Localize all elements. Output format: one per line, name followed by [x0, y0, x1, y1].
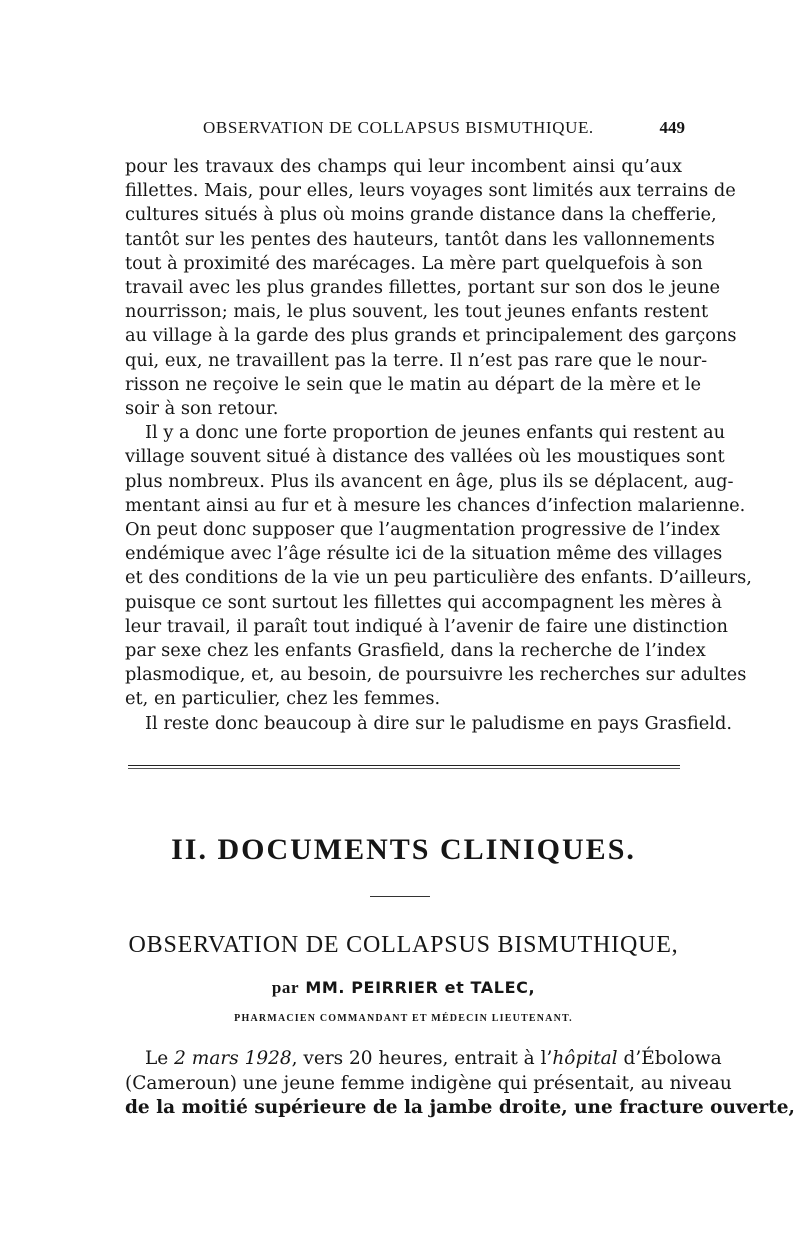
body-text — [125, 155, 752, 736]
section-title: II. DOCUMENTS CLINIQUES. — [171, 833, 636, 866]
running-header — [125, 118, 685, 142]
article-intro — [125, 1047, 795, 1121]
text-line: par sexe chez les enfants Grasfield, dans la recherche de l’index — [125, 640, 706, 662]
page-number: 449 — [659, 118, 685, 137]
text-line: (Cameroun) une jeune femme indigène qui présentait, au niveau — [125, 1072, 732, 1094]
text-line: On peut donc supposer que l’augmentation progressive de l’index — [125, 519, 720, 541]
intro-text: d’Ébolowa — [617, 1048, 722, 1069]
text-line: cultures situés à plus où moins grande distance dans la chefferie, — [125, 204, 717, 226]
article-title: OBSERVATION DE COLLAPSUS BISMUTHIQUE, — [128, 932, 679, 958]
running-title: OBSERVATION DE COLLAPSUS BISMUTHIQUE. — [203, 118, 594, 137]
paragraph-3 — [125, 712, 732, 736]
short-divider-rule — [370, 896, 430, 897]
text-line: qui, eux, ne travaillent pas la terre. Il n’est pas rare que le nour- — [125, 349, 708, 371]
text-line: Il reste donc beaucoup à dire sur le paludisme en pays Grasfield. — [145, 712, 732, 734]
section-divider-rule — [128, 765, 680, 769]
text-line: village souvent situé à distance des vallées où les moustiques sont — [125, 446, 725, 468]
text-line: de la moitié supérieure de la jambe droite, une fracture ouverte, — [125, 1097, 795, 1118]
text-line: Il y a donc une forte proportion de jeunes enfants qui restent au — [145, 422, 726, 444]
intro-text: Le — [145, 1048, 175, 1069]
author-affiliation: PHARMACIEN COMMANDANT ET MÉDECIN LIEUTENANT. — [234, 1013, 573, 1024]
text-line: tantôt sur les pentes des hauteurs, tantôt dans les vallonnements — [125, 228, 715, 250]
text-line: pour les travaux des champs qui leur incombent ainsi qu’aux — [125, 156, 682, 177]
text-line: endémique avec l’âge résulte ici de la situation même des villages — [125, 543, 723, 565]
text-line: au village à la garde des plus grands et principalement des garçons — [125, 325, 737, 347]
text-line: et, en particulier, chez les femmes. — [125, 688, 441, 710]
text-line: plus nombreux. Plus ils avancent en âge, plus ils se déplacent, aug- — [125, 470, 734, 492]
intro-date: 2 mars 1928 — [174, 1048, 292, 1069]
text-line: soir à son retour. — [125, 398, 279, 420]
intro-text: , vers 20 heures, entrait à l’ — [291, 1048, 553, 1069]
text-line: puisque ce sont surtout les fillettes qui accompagnent les mères à — [125, 591, 723, 613]
intro-paragraph — [125, 1047, 795, 1121]
text-line: et des conditions de la vie un peu particulière des enfants. D’ailleurs, — [125, 567, 752, 589]
paragraph-2 — [125, 421, 752, 711]
intro-hospital: hôpital — [552, 1048, 618, 1069]
text-line: leur travail, il paraît tout indiqué à l’avenir de faire une distinction — [125, 615, 728, 637]
authors-line — [125, 978, 682, 998]
paragraph-1 — [125, 155, 737, 421]
author-names: MM. PEIRRIER et TALEC, — [305, 978, 536, 997]
text-line: plasmodique, et, au besoin, de poursuivre les recherches sur adultes — [125, 664, 747, 686]
text-line: nourrisson; mais, le plus souvent, les tout jeunes enfants restent — [125, 301, 709, 323]
text-line: risson ne reçoive le sein que le matin au départ de la mère et le — [125, 373, 702, 395]
by-word: par — [271, 978, 300, 997]
text-line: tout à proximité des marécages. La mère part quelquefois à son — [125, 252, 703, 274]
text-line: travail avec les plus grandes fillettes, portant sur son dos le jeune — [125, 277, 721, 299]
text-line — [125, 1047, 722, 1072]
text-line: mentant ainsi au fur et à mesure les chances d’infection malarienne. — [125, 494, 746, 516]
text-line: fillettes. Mais, pour elles, leurs voyages sont limités aux terrains de — [125, 180, 736, 202]
